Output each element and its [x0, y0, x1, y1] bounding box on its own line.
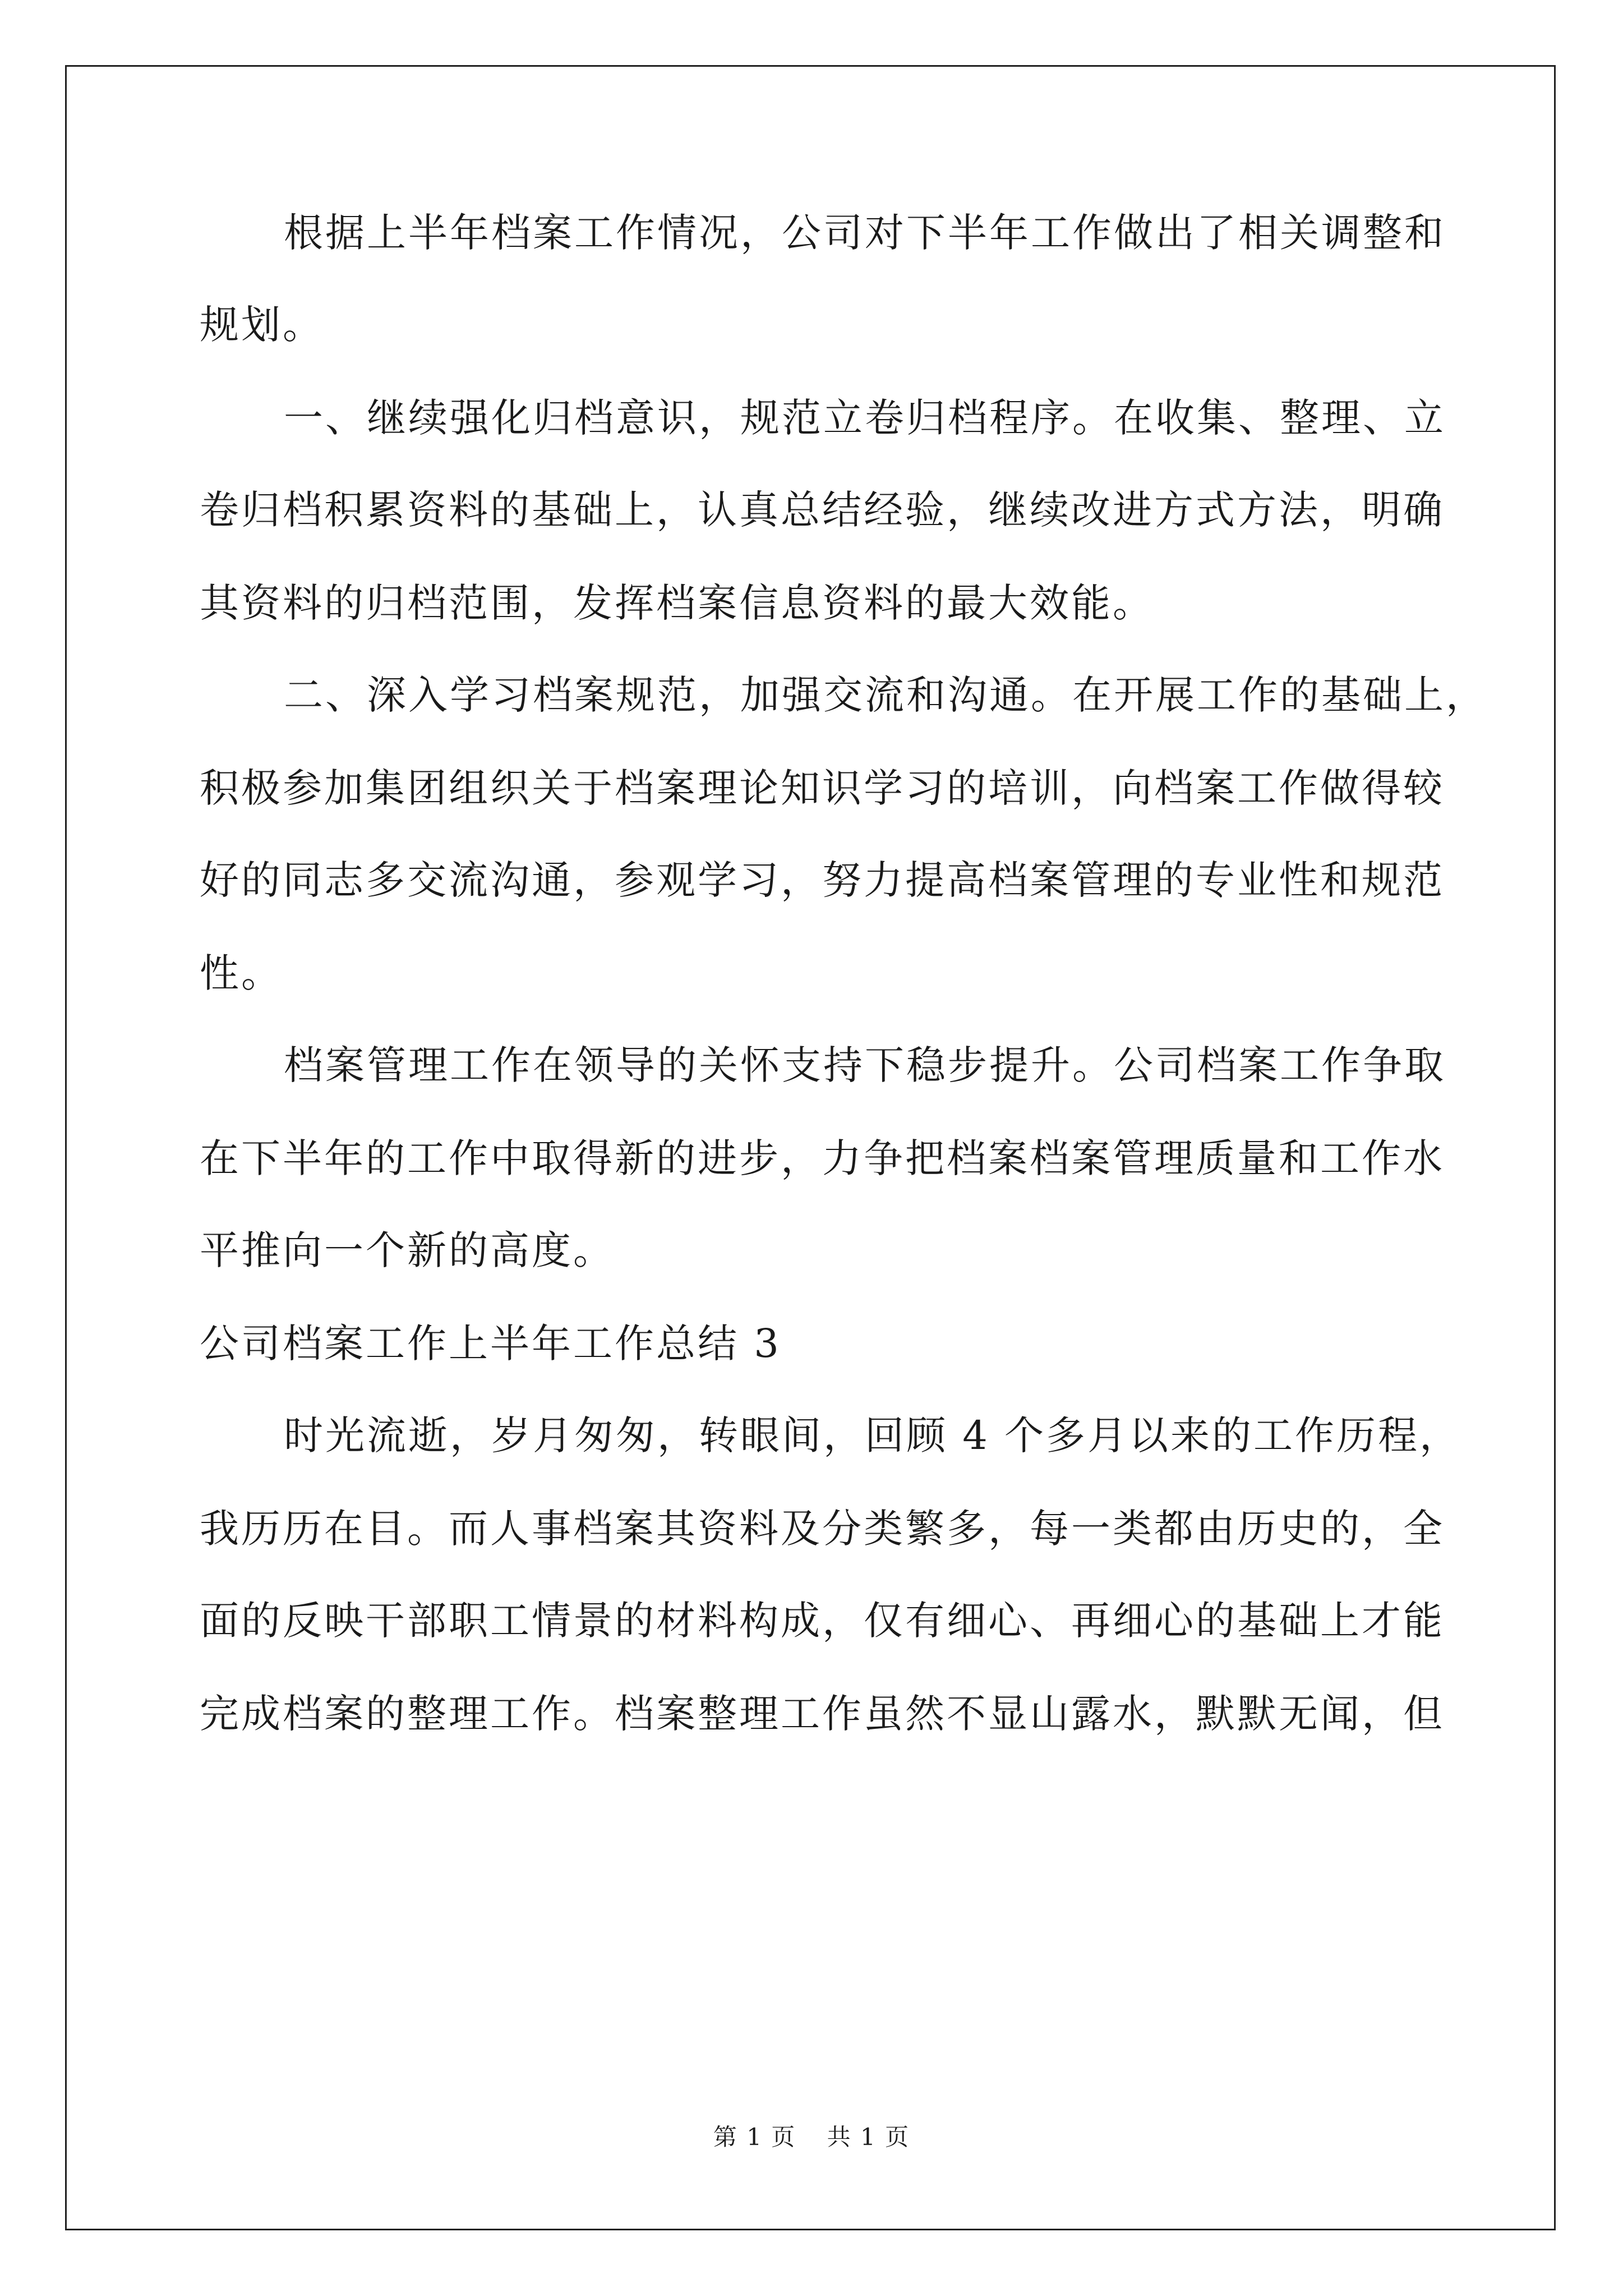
text-line: 档案管理工作在领导的关怀支持下稳步提升。公司档案工作争取: [284, 1042, 1446, 1088]
text-line: 我历历在目。而人事档案其资料及分类繁多，每一类都由历史的，全: [200, 1506, 1445, 1552]
text-line: 积极参加集团组织关于档案理论知识学习的培训，向档案工作做得较: [200, 765, 1445, 811]
text-line: 其资料的归档范围，发挥档案信息资料的最大效能。: [200, 580, 1154, 626]
page-footer: [0, 2120, 1623, 2154]
text-line: 在下半年的工作中取得新的进步，力争把档案档案管理质量和工作水: [200, 1135, 1445, 1181]
section-heading: 公司档案工作上半年工作总结 3: [200, 1320, 781, 1366]
text-line: 根据上半年档案工作情况，公司对下半年工作做出了相关调整和: [284, 210, 1446, 256]
text-line: 性。: [200, 950, 283, 996]
text-line: 好的同志多交流沟通，参观学习，努力提高档案管理的专业性和规范: [200, 857, 1445, 903]
text-line: 时光流逝，岁月匆匆，转眼间，回顾 4 个多月以来的工作历程，: [284, 1412, 1461, 1458]
text-line: 面的反映干部职工情景的材料构成，仅有细心、再细心的基础上才能: [200, 1598, 1445, 1644]
text-line: 卷归档积累资料的基础上，认真总结经验，继续改进方式方法，明确: [200, 487, 1445, 533]
text-line: 平推向一个新的高度。: [200, 1227, 615, 1273]
page-number: 第 1 页: [713, 2123, 796, 2151]
text-line: 二、深入学习档案规范，加强交流和沟通。在开展工作的基础上，: [284, 672, 1487, 718]
text-line: 一、继续强化归档意识，规范立卷归档程序。在收集、整理、立: [284, 395, 1446, 441]
text-line: 完成档案的整理工作。档案整理工作虽然不显山露水，默默无闻，但: [200, 1691, 1445, 1737]
text-line: 规划。: [200, 302, 324, 348]
page-total: 共 1 页: [827, 2123, 910, 2151]
